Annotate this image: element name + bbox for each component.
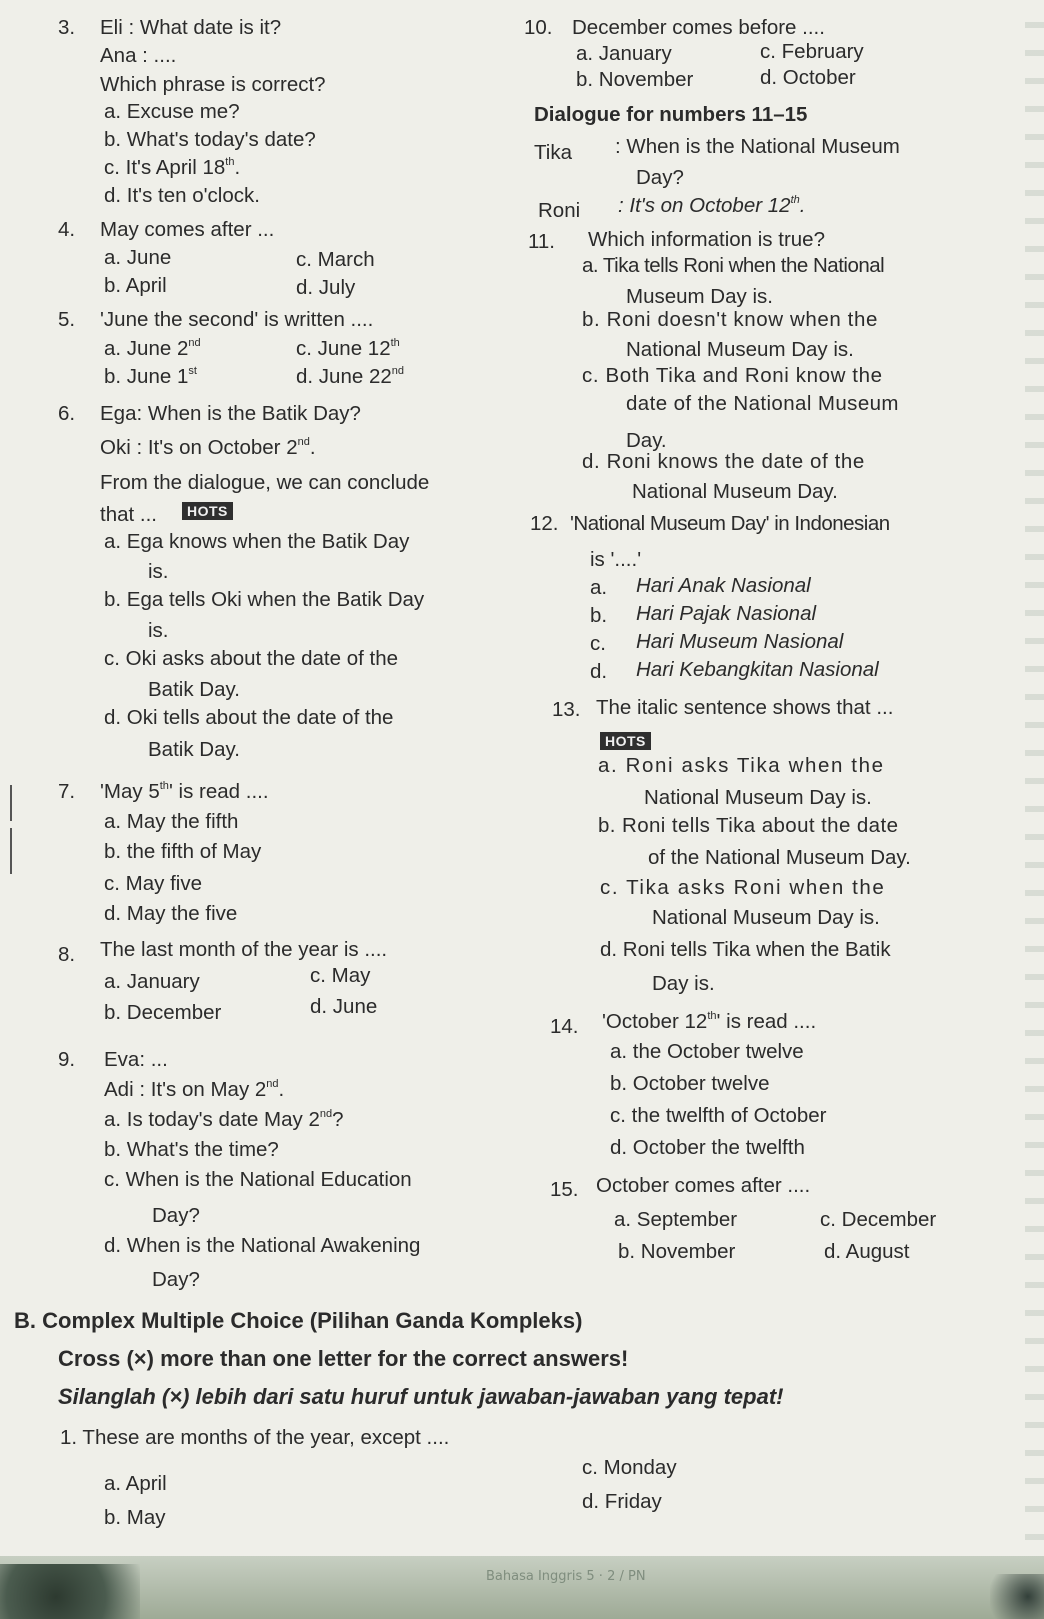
q3-option-d: d. It's ten o'clock. [104, 184, 260, 207]
q9-option-c-line-2: Day? [152, 1204, 200, 1227]
q11-stem: Which information is true? [588, 228, 825, 251]
q11-option-d-line-2: National Museum Day. [632, 480, 838, 503]
q8-option-a: a. January [104, 970, 200, 993]
q8-option-d: d. June [310, 995, 378, 1018]
q9-option-c-line-1: c. When is the National Education [104, 1168, 412, 1191]
q13-number: 13. [552, 698, 581, 721]
section-b-instruction-id: Silanglah (×) lebih dari satu huruf untuk jawaban-jawaban yang tepat! [58, 1384, 784, 1409]
dialogue-roni-line: : It's on October 12th. [618, 194, 806, 217]
q3-dialogue-line-1: Eli : What date is it? [100, 16, 282, 39]
q4-number: 4. [58, 218, 76, 241]
q5-option-c: c. June 12th [296, 337, 400, 360]
q10-option-d: d. October [760, 66, 856, 89]
q11-option-a-line-2: Museum Day is. [626, 285, 773, 308]
q4-option-a: a. June [104, 246, 172, 269]
q13-option-a-line-1: a. Roni asks Tika when the [598, 754, 885, 777]
q12-stem-line-2: is '....' [590, 548, 642, 571]
q15-stem: October comes after .... [596, 1174, 811, 1197]
photo-shadow [0, 1564, 140, 1619]
section-b-instruction-en: Cross (×) more than one letter for the correct answers! [58, 1346, 629, 1371]
q9-option-d-line-1: d. When is the National Awakening [104, 1234, 421, 1257]
q9-option-b: b. What's the time? [104, 1138, 279, 1161]
q13-option-b-line-2: of the National Museum Day. [648, 846, 911, 869]
q12-option-a-letter: a. [590, 576, 608, 599]
q11-number: 11. [528, 230, 555, 253]
q9-dialogue-line-1: Eva: ... [104, 1048, 168, 1071]
q3-option-a: a. Excuse me? [104, 100, 240, 123]
q15-option-c: c. December [820, 1208, 937, 1231]
q15-option-a: a. September [614, 1208, 738, 1231]
q6-option-a-line-1: a. Ega knows when the Batik Day [104, 530, 410, 553]
q14-option-c: c. the twelfth of October [610, 1104, 827, 1127]
q7-stem: 'May 5th' is read .... [100, 780, 269, 803]
section-b-q1-option-d: d. Friday [582, 1490, 662, 1513]
q6-option-c-line-1: c. Oki asks about the date of the [104, 647, 399, 670]
q15-option-d: d. August [824, 1240, 910, 1263]
q13-stem: The italic sentence shows that ... [596, 696, 894, 719]
q3-option-c: c. It's April 18th. [104, 156, 241, 179]
dialogue-tika-name: Tika [534, 141, 572, 164]
q15-number: 15. [550, 1178, 579, 1201]
q9-option-a: a. Is today's date May 2nd? [104, 1108, 344, 1131]
q8-number: 8. [58, 943, 76, 966]
q4-stem: May comes after ... [100, 218, 275, 241]
q6-dialogue-line-2: Oki : It's on October 2nd. [100, 436, 316, 459]
q4-option-b: b. April [104, 274, 167, 297]
q6-stem-line-1: From the dialogue, we can conclude [100, 471, 430, 494]
q11-option-a-line-1: a. Tika tells Roni when the National [582, 254, 885, 277]
q7-option-c: c. May five [104, 872, 202, 895]
q6-number: 6. [58, 402, 76, 425]
q6-hots-badge: HOTS [182, 502, 233, 520]
q11-option-c-line-1: c. Both Tika and Roni know the [582, 364, 883, 387]
dialogue-tika-line-2: Day? [636, 166, 684, 189]
q9-option-d-line-2: Day? [152, 1268, 200, 1291]
q10-option-a: a. January [576, 42, 672, 65]
dialogue-heading: Dialogue for numbers 11–15 [534, 103, 808, 126]
q14-option-d: d. October the twelfth [610, 1136, 805, 1159]
margin-mark [10, 828, 12, 874]
q5-option-d: d. June 22nd [296, 365, 404, 388]
q7-option-d: d. May the five [104, 902, 238, 925]
page-footer-band [0, 1556, 1044, 1619]
q14-option-b: b. October twelve [610, 1072, 770, 1095]
q13-option-b-line-1: b. Roni tells Tika about the date [598, 814, 899, 837]
q10-stem: December comes before .... [572, 16, 825, 39]
q7-option-a: a. May the fifth [104, 810, 239, 833]
q10-option-b: b. November [576, 68, 694, 91]
q3-number: 3. [58, 16, 76, 39]
dialogue-tika-line-1: : When is the National Museum [615, 135, 900, 158]
dialogue-roni-name: Roni [538, 199, 581, 222]
q3-stem: Which phrase is correct? [100, 73, 326, 96]
q13-hots-badge: HOTS [600, 732, 651, 750]
q5-option-a: a. June 2nd [104, 337, 201, 360]
section-b-q1-option-b: b. May [104, 1506, 166, 1529]
q13-option-d-line-1: d. Roni tells Tika when the Batik [600, 938, 891, 961]
q15-option-b: b. November [618, 1240, 736, 1263]
q7-option-b: b. the fifth of May [104, 840, 262, 863]
q14-option-a: a. the October twelve [610, 1040, 804, 1063]
q6-option-b-line-2: is. [148, 619, 169, 642]
q12-option-d-letter: d. [590, 660, 608, 683]
section-b-heading: B. Complex Multiple Choice (Pilihan Ganda Kompleks) [14, 1308, 583, 1333]
q6-option-b-line-1: b. Ega tells Oki when the Batik Day [104, 588, 425, 611]
q9-dialogue-line-2: Adi : It's on May 2nd. [104, 1078, 285, 1101]
q5-number: 5. [58, 308, 76, 331]
q12-option-a: Hari Anak Nasional [636, 574, 811, 597]
q6-stem-line-2: that ... [100, 503, 157, 526]
q12-number: 12. [530, 512, 559, 535]
q11-option-b-line-1: b. Roni doesn't know when the [582, 308, 878, 331]
q11-option-b-line-2: National Museum Day is. [626, 338, 854, 361]
q12-option-c-letter: c. [590, 632, 606, 655]
q14-number: 14. [550, 1015, 579, 1038]
q13-option-c-line-2: National Museum Day is. [652, 906, 880, 929]
section-b-q1-stem: 1. These are months of the year, except .... [60, 1426, 450, 1449]
q5-stem: 'June the second' is written .... [100, 308, 374, 331]
page-footer-text: Bahasa Inggris 5 · 2 / PN [486, 1569, 646, 1584]
q11-option-c-line-3: Day. [626, 429, 667, 452]
q13-option-d-line-2: Day is. [652, 972, 715, 995]
q12-option-b: Hari Pajak Nasional [636, 602, 817, 625]
q3-dialogue-line-2: Ana : .... [100, 44, 177, 67]
q6-option-a-line-2: is. [148, 560, 169, 583]
q6-option-d-line-1: d. Oki tells about the date of the [104, 706, 394, 729]
q6-dialogue-line-1: Ega: When is the Batik Day? [100, 402, 361, 425]
q6-option-d-line-2: Batik Day. [148, 738, 240, 761]
q12-stem-line-1: 'National Museum Day' in Indonesian [570, 512, 890, 535]
section-b-q1-option-c: c. Monday [582, 1456, 677, 1479]
q5-option-b: b. June 1st [104, 365, 197, 388]
q10-option-c: c. February [760, 40, 864, 63]
q8-option-b: b. December [104, 1001, 222, 1024]
q7-number: 7. [58, 780, 76, 803]
q8-stem: The last month of the year is .... [100, 938, 388, 961]
margin-mark [10, 785, 12, 821]
q13-option-c-line-1: c. Tika asks Roni when the [600, 876, 886, 899]
q11-option-c-line-2: date of the National Museum [626, 392, 899, 415]
page-edge-shadow [1025, 0, 1044, 1560]
section-b-q1-option-a: a. April [104, 1472, 167, 1495]
q8-option-c: c. May [310, 964, 371, 987]
q12-option-b-letter: b. [590, 604, 608, 627]
q4-option-d: d. July [296, 276, 356, 299]
photo-shadow [990, 1574, 1044, 1619]
q3-option-b: b. What's today's date? [104, 128, 316, 151]
q14-stem: 'October 12th' is read .... [602, 1010, 817, 1033]
q12-option-d: Hari Kebangkitan Nasional [636, 658, 879, 681]
q9-number: 9. [58, 1048, 76, 1071]
q12-option-c: Hari Museum Nasional [636, 630, 844, 653]
q6-option-c-line-2: Batik Day. [148, 678, 240, 701]
q11-option-d-line-1: d. Roni knows the date of the [582, 450, 865, 473]
q13-option-a-line-2: National Museum Day is. [644, 786, 872, 809]
q4-option-c: c. March [296, 248, 375, 271]
q10-number: 10. [524, 16, 553, 39]
